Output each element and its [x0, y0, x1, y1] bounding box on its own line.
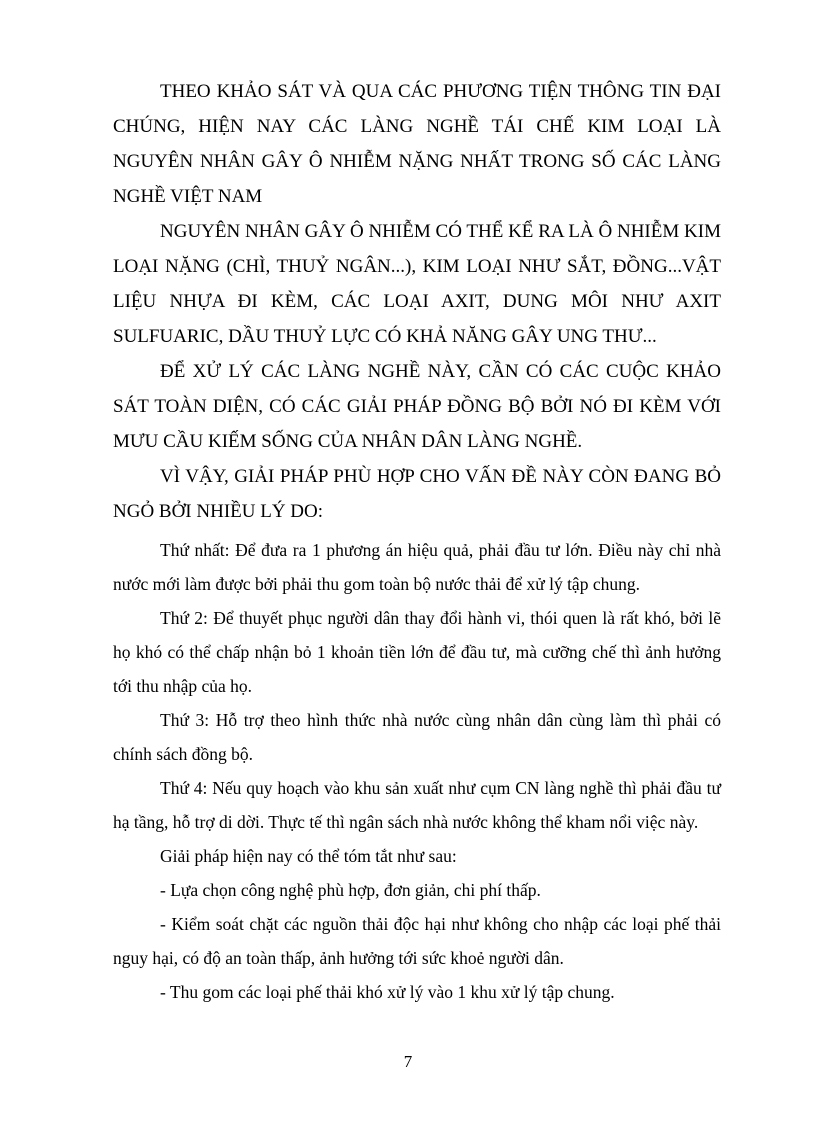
- list-item-technology: - Lựa chọn công nghệ phù hợp, đơn giản, chi phí thấp.: [160, 880, 541, 900]
- paragraph-reason-first: Thứ nhất: Để đưa ra 1 phương án hiệu quả, phải đầu tư lớn. Điều này chỉ nhà nước mới làm được bởi phải thu gom toàn bộ nước thải để xử lý tập chung.: [113, 540, 721, 594]
- paragraph-handling-approach: ĐỂ XỬ LÝ CÁC LÀNG NGHỀ NÀY, CẦN CÓ CÁC CUỘC KHẢO SÁT TOÀN DIỆN, CÓ CÁC GIẢI PHÁP ĐỒNG BỘ BỞI NÓ ĐI KÈM VỚI MƯU CẦU KIẾM SỐNG CỦA NHÂN DÂN LÀNG NGHỀ.: [113, 361, 721, 452]
- document-body: [113, 74, 721, 1009]
- paragraph-reason-fourth: Thứ 4: Nếu quy hoạch vào khu sản xuất như cụm CN làng nghề thì phải đầu tư hạ tầng, hỗ trợ di dời. Thực tế thì ngân sách nhà nước không thể kham nổi việc này.: [113, 778, 721, 832]
- list-item-waste-collection: - Thu gom các loại phế thải khó xử lý vào 1 khu xử lý tập chung.: [160, 982, 615, 1002]
- paragraph-solutions-intro: Giải pháp hiện nay có thể tóm tắt như sau:: [160, 846, 457, 866]
- paragraph-reasons-intro: VÌ VẬY, GIẢI PHÁP PHÙ HỢP CHO VẤN ĐỀ NÀY CÒN ĐANG BỎ NGỎ BỞI NHIỀU LÝ DO:: [113, 466, 721, 522]
- page-number: 7: [403, 1052, 413, 1071]
- paragraph-reason-second: Thứ 2: Để thuyết phục người dân thay đổi hành vi, thói quen là rất khó, bởi lẽ họ khó có thể chấp nhận bỏ 1 khoản tiền lớn để đầu tư, mà cưỡng chế thì ảnh hưởng tới thu nhập của họ.: [113, 608, 721, 696]
- paragraph-pollution-causes: NGUYÊN NHÂN GÂY Ô NHIỄM CÓ THỂ KỂ RA LÀ Ô NHIỄM KIM LOẠI NẶNG (CHÌ, THUỶ NGÂN...), KIM LOẠI NHƯ SẮT, ĐỒNG...VẬT LIỆU NHỰA ĐI KÈM, CÁC LOẠI AXIT, DUNG MÔI NHƯ AXIT SULFUARIC, DẦU THUỶ LỰC CÓ KHẢ NĂNG GÂY UNG THƯ...: [113, 221, 721, 347]
- paragraph-survey-intro: THEO KHẢO SÁT VÀ QUA CÁC PHƯƠNG TIỆN THÔNG TIN ĐẠI CHÚNG, HIỆN NAY CÁC LÀNG NGHỀ TÁI CHẾ KIM LOẠI LÀ NGUYÊN NHÂN GÂY Ô NHIỄM NẶNG NHẤT TRONG SỐ CÁC LÀNG NGHỀ VIỆT NAM: [113, 81, 721, 207]
- list-item-waste-control: - Kiểm soát chặt các nguồn thải độc hại như không cho nhập các loại phế thải nguy hại, có độ an toàn thấp, ảnh hưởng tới sức khoẻ người dân.: [113, 914, 721, 968]
- paragraph-reason-third: Thứ 3: Hỗ trợ theo hình thức nhà nước cùng nhân dân cùng làm thì phải có chính sách đồng bộ.: [113, 710, 721, 764]
